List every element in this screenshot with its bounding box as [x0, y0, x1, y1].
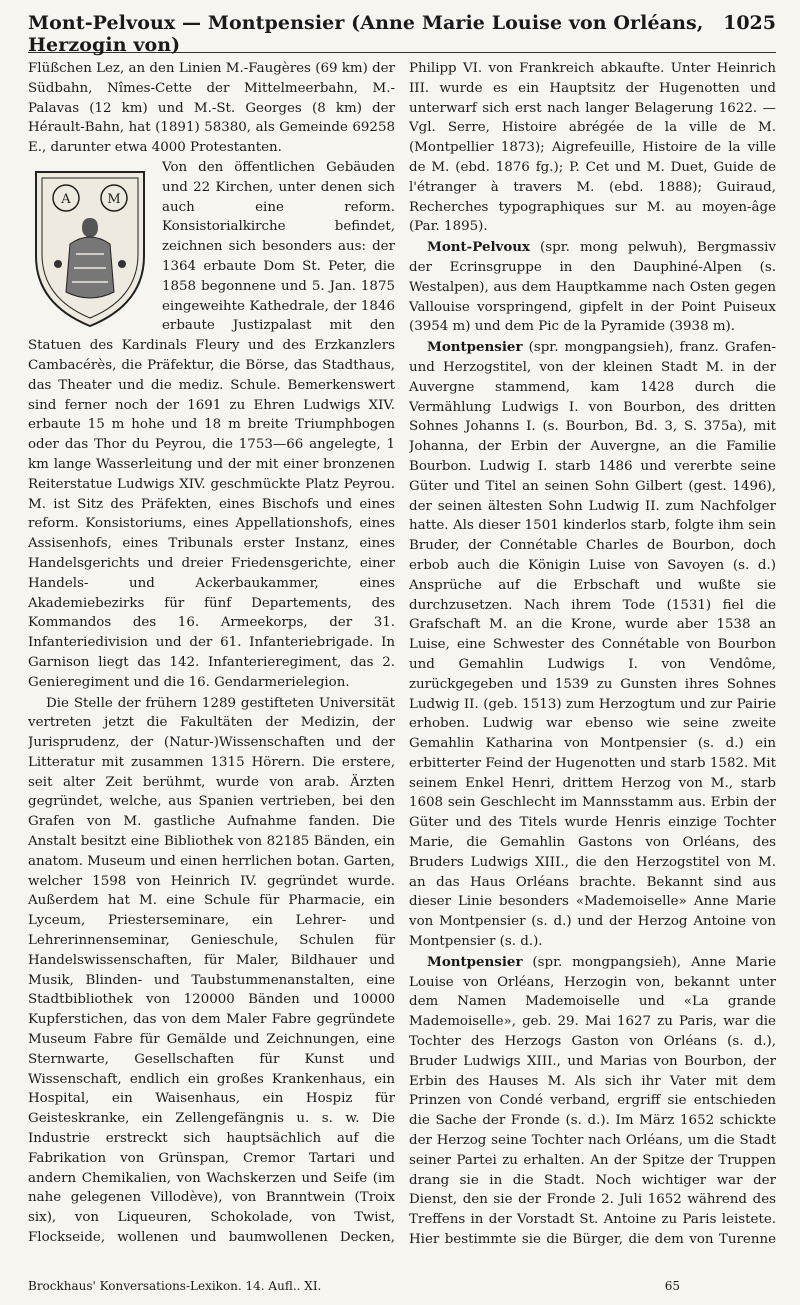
continued-paragraph: Flüßchen Lez, an den Linien M.-Faugères (69 km) der Südbahn, Nîmes-Cette der Mittelmeerbahn, M.-Palavas (12 km) und M.-St. Georges (8 km) der Hérault-Bahn, hat (1891) 58380, als Gemeinde 69258 E., darunter etwa 4000 Protestanten. — [28, 61, 395, 156]
entry-mont-pelvoux — [409, 238, 776, 337]
paragraph-university: Die Stelle der frühern 1289 gestifteten Universität vertreten jetzt die Fakultäten der Medizin, der Jurisprudenz, der (Natur-)Wissenschaften und der Litteratur mit zusammen 1315 Hörern. Die erstere, seit alter Zeit berühmt, wurde von arab. Ärzten gegründet, welche, aus Spanien vertrieben, bei den Grafen von M. gastliche Aufnahme fanden. Die Anstalt besitzt eine Bibliothek von 82185 Bänden, ein anatom. Museum und einen herrlichen botan. Garten, welcher 1598 von Heinrich IV. gegründet wurde. Außerdem hat M. eine Schule für Pharmacie, ein Lyceum, Priesterseminare, ein Lehrer- und Lehrerinnenseminar, Genieschule, Schulen für Handelswissenschaften, für Maler, Bildhauer und Musik, Blinden- und Taubstummenanstalten, eine Stadtbibliothek von 120000 Bänden und 10000 Kupferstichen, das von dem Maler Fabre gegründete Museum Fabre für Gemälde und Zeichnungen, eine Sternwarte, Gesellschaften für Kunst und Wissenschaft, endlich ein großes Krankenhaus, ein Hospital, ein Waisenhaus, ein Hospiz für Geisteskranke, ein Zellengefängnis u. s. w. Die Industrie erstreckt sich hauptsächlich auf die Fabrikation von Grünspan, Cremor Tartari und andern Chemikalien, von Wachskerzen und Seife (im nahe gelegenen Villodève), von Branntwein (Troix six), von Liqueuren, Schokolade, von Twist, Flockseide, wollenen und baumwollenen Decken, — [28, 695, 395, 1246]
entry-montpensier-anne-marie — [409, 953, 776, 1249]
coat-of-arms-image — [28, 164, 152, 332]
paragraph-buildings: Von den öffentlichen Gebäuden und 22 Kirchen, unter denen sich auch eine reform. Konsistorialkirche befindet, zeichnen sich besonders aus: der 1364 erbaute Dom St. Peter, die 1858 begonnene und 5. Jan. 1875 eingeweihte Kathedrale, der 1846 erbaute Justizpalast mit den Statuen des Kardinals Fleury und des Erzkanzlers Cambacérès, die Präfektur, die Börse, das Stadthaus, das Theater und die mediz. Schule. Bemerkenswert sind ferner noch der 1691 zu Ehren Ludwigs XIV. erbaute 15 m hohe und 18 m breite Triumphbogen oder das Thor du Peyrou, die 1753—66 angelegte, 1 km lange Wasserleitung und der mit einer bronzenen Reiterstatue Ludwigs XIV. geschmückte Platz Peyrou. M. ist Sitz des Präfekten, eines Bischofs und eines reform. Konsistoriums, eines Appellationshofs, eines Assisenhofs, eines Tribunals erster Instanz, eines Handelsgerichts und dreier Friedensgerichte, einer Handels- und Ackerbaukammer, eines Akademiebezirks für fünf Departements, des Kommandos des 16. Armeekorps, der 31. Infanteriedivision und der 61. Infanteriebrigade. In Garnison liegt das 142. Infanterieregiment, das 2. Genieregiment und die 16. Gendarmerielegion. — [28, 159, 395, 690]
entry-text: (spr. mong pelwuh), Bergmassiv der Ecrinsgruppe in den Dauphiné-Alpen (s. Westalpen), aus dem Hauptkamme nach Osten gegen Vallouise vorspringend, gipfelt in der Point Puiseux (3954 m) und dem Pic de la Pyramide (3938 m). — [409, 240, 776, 335]
entry-heading: Mont-Pelvoux — [427, 239, 530, 256]
text-columns — [28, 59, 776, 1249]
page — [28, 12, 776, 1297]
right-column — [409, 59, 776, 1249]
header-title: Mont-Pelvoux — Montpensier (Anne Marie Louise von Orléans, Herzogin von) — [28, 12, 704, 56]
continued-paragraph-right: Philipp VI. von Frankreich abkaufte. Unter Heinrich III. wurde es ein Hauptsitz der Hugenotten und unterwarf sich erst nach langer Belagerung 1622. — Vgl. Serre, Histoire abrégée de la ville de M. (Montpellier 1873); Aigrefeuille, Histoire de la ville de M. (ebd. 1876 fg.); P. Cet und M. Duet, Guide de l'étranger à travers M. (ebd. 1888); Guiraud, Recherches typographiques sur M. au moyen-âge (Par. 1895). — [409, 61, 776, 235]
footer-signature: 65 — [664, 1279, 680, 1293]
page-footer — [28, 1275, 776, 1297]
entry-heading: Montpensier — [427, 339, 523, 356]
running-header — [28, 12, 776, 56]
entry-text: (spr. mongpangsieh), franz. Grafen- und Herzogstitel, von der kleinen Stadt M. in der Auvergne stammend, kam 1428 durch die Vermählung Ludwigs I. von Bourbon, des dritten Sohnes Johanns I. (s. Bourbon, Bd. 3, S. 375a), mit Johanna, der Erbin der Auvergne, an die Familie Bourbon. Ludwig I. starb 1486 und vererbte seine Güter und Titel an seinen Sohn Gilbert (gest. 1496), der seinen ältesten Sohn Ludwig II. zum Nachfolger hatte. Als dieser 1501 kinderlos starb, folgte ihm sein Bruder, der Connétable Charles de Bourbon, doch erbob auch die Königin Luise von Savoyen (s. d.) Ansprüche auf die Erbschaft und wußte sie durchzusetzen. Nach ihrem Tode (1531) fiel die Grafschaft M. an die Krone, wurde aber 1538 an Luise, eine Schwester des Connétable von Bourbon und Gemahlin Ludwigs I. von Vendôme, zurückgegeben und 1539 zu Gunsten ihres Sohnes Ludwig II. (geb. 1513) zum Herzogtum und zur Pairie erhoben. Ludwig war ebenso wie seine zweite Gemahlin Katharina von Montpensier (s. d.) ein erbitterter Feind der Hugenotten und starb 1582. Mit seinem Enkel Henri, drittem Herzog von M., starb 1608 sein Geschlecht im Mannsstamm aus. Erbin der Güter und des Titels wurde Henris einzige Tochter Marie, die Gemahlin Gastons von Orléans, des Bruders Ludwigs XIII., die den Herzogstitel von M. an das Haus Orléans brachte. Bekannt sind aus dieser Linie besonders «Mademoiselle» Anne Marie von Montpensier (s. d.) und der Herzog Antoine von Montpensier (s. d.). — [409, 340, 776, 950]
svg-text:A: A — [61, 191, 71, 207]
entry-heading: Montpensier — [427, 953, 523, 970]
footer-source: Brockhaus' Konversations-Lexikon. 14. Aufl.. XI. — [28, 1279, 322, 1293]
entry-montpensier-title — [409, 338, 776, 952]
left-column — [28, 59, 395, 1249]
page-number: 1025 — [723, 12, 776, 34]
entry-text: (spr. mongpangsieh), Anne Marie Louise von Orléans, Herzogin von, bekannt unter dem Namen Mademoiselle und «La grande Mademoiselle», geb. 29. Mai 1627 zu Paris, war die Tochter des Herzogs Gaston von Orléans (s. d.), Bruder Ludwigs XIII., und Marias von Bourbon, der Erbin des Hauses M. Als sich ihr Vater mit dem Prinzen von Condé verband, ergriff sie entschieden die Sache der Fronde (s. d.). Im März 1652 schickte der Herzog seine Tochter nach Orléans, um die Stadt seiner Partei zu erhalten. An der Spitze der Truppen drang sie in die Stadt. Noch wichtiger war der Dienst, den sie der Fronde 2. Juli 1652 während des Treffens in der Vorstadt St. Antoine zu Paris leistete. Hier bestimmte sie die Bürger, die dem von Turenne — [409, 954, 776, 1248]
svg-text:M: M — [107, 191, 121, 207]
